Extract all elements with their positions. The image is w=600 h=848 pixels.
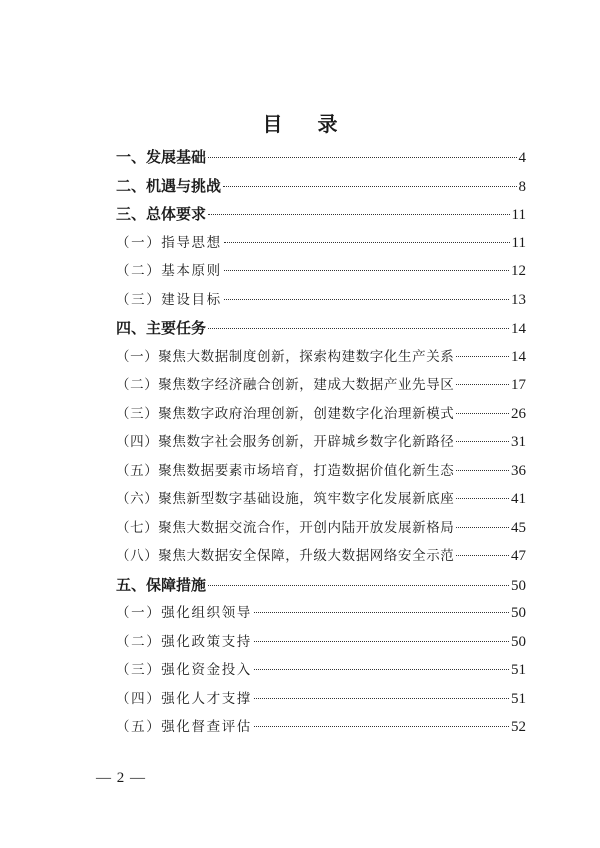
toc-subsection-entry[interactable] xyxy=(116,229,526,258)
dot-leader xyxy=(224,242,510,243)
toc-entry-page-number: 47 xyxy=(511,548,526,564)
dot-leader xyxy=(254,698,509,699)
toc-entry-label: 二、机遇与挑战 xyxy=(116,176,222,195)
toc-entry-page-number: 31 xyxy=(511,434,526,450)
toc-subsection-entry[interactable] xyxy=(116,371,526,400)
toc-subsection-entry[interactable] xyxy=(116,628,526,657)
toc-entry-label: （四）聚焦数字社会服务创新，开辟城乡数字化新路径 xyxy=(116,434,455,450)
toc-title: 目 录 xyxy=(262,112,352,136)
toc-subsection-entry[interactable] xyxy=(116,343,526,372)
toc-entry-label: （三）强化资金投入 xyxy=(116,662,252,678)
toc-entry-page-number: 14 xyxy=(511,348,526,365)
toc-section-entry[interactable] xyxy=(116,143,526,172)
dot-leader xyxy=(223,186,516,187)
dot-leader xyxy=(456,384,509,385)
toc-entry-page-number: 50 xyxy=(511,633,526,650)
toc-subsection-entry[interactable] xyxy=(116,485,526,514)
toc-section-entry[interactable] xyxy=(116,200,526,229)
toc-entry-page-number: 36 xyxy=(511,462,526,479)
toc-section-entry[interactable] xyxy=(116,314,526,343)
dot-leader xyxy=(208,585,509,586)
toc-entry-label: （五）强化督查评估 xyxy=(116,719,252,735)
dot-leader xyxy=(208,157,516,158)
dot-leader xyxy=(456,498,509,499)
dot-leader xyxy=(254,726,509,727)
toc-subsection-entry[interactable] xyxy=(116,514,526,543)
toc-entry-label: （一）强化组织领导 xyxy=(116,605,252,621)
toc-entry-page-number: 13 xyxy=(511,291,526,308)
toc-subsection-entry[interactable] xyxy=(116,400,526,429)
toc-entry-label: （一）指导思想 xyxy=(116,234,222,251)
toc-subsection-entry[interactable] xyxy=(116,457,526,486)
toc-entry-page-number: 41 xyxy=(511,491,526,507)
toc-entry-page-number: 11 xyxy=(511,207,526,223)
toc-subsection-entry[interactable] xyxy=(116,713,526,742)
toc-section-entry[interactable] xyxy=(116,172,526,201)
toc-entry-page-number: 4 xyxy=(518,150,526,166)
toc-subsection-entry[interactable] xyxy=(116,428,526,457)
toc-entry-label: 三、总体要求 xyxy=(116,205,207,223)
toc-entry-label: 一、发展基础 xyxy=(116,148,207,166)
dot-leader xyxy=(224,299,509,300)
dot-leader xyxy=(254,669,509,670)
toc-entry-page-number: 52 xyxy=(511,719,526,735)
toc-subsection-entry[interactable] xyxy=(116,599,526,628)
toc-entry-label: （四）强化人才支撑 xyxy=(116,690,252,707)
toc-subsection-entry[interactable] xyxy=(116,656,526,685)
dot-leader xyxy=(456,555,509,556)
toc-entry-label: （八）聚焦大数据安全保障，升级大数据网络安全示范 xyxy=(116,548,455,564)
table-of-contents xyxy=(116,143,526,742)
page-number-footer: — 2 — xyxy=(96,770,146,786)
toc-entry-page-number: 51 xyxy=(511,690,526,707)
dot-leader xyxy=(456,527,509,528)
toc-entry-page-number: 11 xyxy=(511,234,526,251)
dot-leader xyxy=(456,441,509,442)
dot-leader xyxy=(456,356,509,357)
toc-entry-page-number: 17 xyxy=(511,377,526,393)
toc-subsection-entry[interactable] xyxy=(116,685,526,714)
toc-entry-label: （一）聚焦大数据制度创新，探索构建数字化生产关系 xyxy=(116,348,455,365)
dot-leader xyxy=(208,328,509,329)
toc-entry-label: 五、保障措施 xyxy=(116,575,207,594)
toc-subsection-entry[interactable] xyxy=(116,286,526,315)
dot-leader xyxy=(224,270,509,271)
toc-entry-label: （三）聚焦数字政府治理创新，创建数字化治理新模式 xyxy=(116,405,455,422)
dot-leader xyxy=(456,470,509,471)
toc-entry-label: （二）基本原则 xyxy=(116,263,222,279)
toc-entry-page-number: 51 xyxy=(511,662,526,678)
dot-leader xyxy=(456,413,509,414)
dot-leader xyxy=(254,612,509,613)
dot-leader xyxy=(254,641,509,642)
toc-subsection-entry[interactable] xyxy=(116,257,526,286)
toc-entry-label: （六）聚焦新型数字基础设施，筑牢数字化发展新底座 xyxy=(116,491,455,507)
toc-entry-label: （七）聚焦大数据交流合作，开创内陆开放发展新格局 xyxy=(116,519,455,536)
dot-leader xyxy=(208,214,510,215)
toc-subsection-entry[interactable] xyxy=(116,542,526,571)
toc-entry-page-number: 50 xyxy=(511,605,526,621)
toc-entry-label: 四、主要任务 xyxy=(116,319,207,337)
toc-section-entry[interactable] xyxy=(116,571,526,600)
toc-entry-page-number: 45 xyxy=(511,519,526,536)
toc-entry-page-number: 14 xyxy=(511,321,526,337)
toc-entry-page-number: 12 xyxy=(511,263,526,279)
toc-entry-page-number: 26 xyxy=(511,405,526,422)
toc-entry-label: （二）聚焦数字经济融合创新，建成大数据产业先导区 xyxy=(116,377,455,393)
toc-entry-label: （三）建设目标 xyxy=(116,291,222,308)
toc-entry-label: （五）聚焦数据要素市场培育，打造数据价值化新生态 xyxy=(116,462,455,479)
toc-entry-page-number: 8 xyxy=(518,178,526,195)
toc-entry-page-number: 50 xyxy=(511,577,526,594)
toc-entry-label: （二）强化政策支持 xyxy=(116,633,252,650)
